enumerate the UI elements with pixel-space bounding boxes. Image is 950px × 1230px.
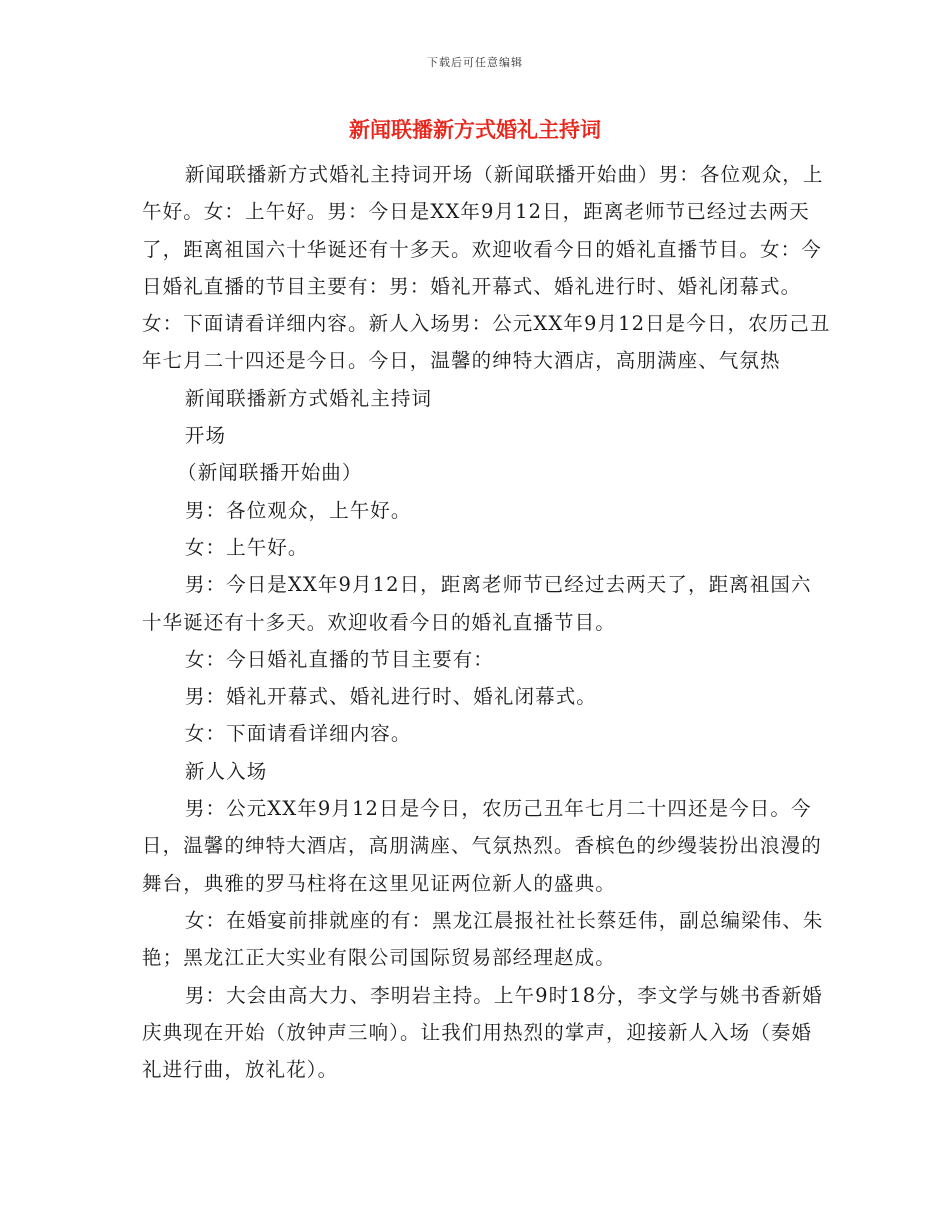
paragraph-music-cue: （新闻联播开始曲）	[177, 461, 363, 485]
paragraph-section-heading: 新人入场	[184, 759, 268, 783]
paragraph-dialogue: 男：婚礼开幕式、婚礼进行时、婚礼闭幕式。	[184, 685, 597, 709]
paragraph-dialogue: 男：今日是XX年9月12日，距离老师节已经过去两天了，距离祖国六十华诞还有十多天。欢迎收看今日的婚礼直播节目。	[142, 573, 812, 634]
paragraph-dialogue: 男：公元XX年9月12日是今日，农历己丑年七月二十四还是今日。今日，温馨的绅特大酒店，高朋满座、气氛热烈。香槟色的纱缦装扮出浪漫的舞台，典雅的罗马柱将在这里见证两位新人的盛典。	[142, 797, 822, 895]
paragraph-dialogue: 女：下面请看详细内容。	[184, 722, 412, 746]
paragraph-dialogue: 女：今日婚礼直播的节目主要有：	[184, 647, 494, 671]
paragraph-dialogue: 男：各位观众，上午好。	[184, 498, 412, 522]
paragraph-dialogue: 女：上午好。	[184, 535, 309, 559]
paragraph-summary: 新闻联播新方式婚礼主持词开场（新闻联播开始曲）男：各位观众，上午好。女：上午好。男：今日是XX年9月12日，距离老师节已经过去两天了，距离祖国六十华诞还有十多天。欢迎收看今日的婚礼直播节目。女：今日婚礼直播的节目主要有：男：婚礼开幕式、婚礼进行时、婚礼闭幕式。女：下面请看详细内容。新人入场男：公元XX年9月12日是今日，农历己丑年七月二十四还是今日。今日，温馨的绅特大酒店，高朋满座、气氛热	[142, 163, 831, 373]
header-note: 下载后可任意编辑	[427, 56, 523, 69]
paragraph-dialogue: 男：大会由高大力、李明岩主持。上午9时18分，李文学与姚书香新婚庆典现在开始（放钟声三响）。让我们用热烈的掌声，迎接新人入场（奏婚礼进行曲，放礼花）。	[142, 983, 823, 1082]
paragraph-dialogue: 女：在婚宴前排就座的有：黑龙江晨报社社长蔡廷伟，副总编梁伟、朱艳；黑龙江正大实业有限公司国际贸易部经理赵成。	[142, 908, 824, 970]
paragraph-opening: 开场	[184, 424, 227, 448]
document-title: 新闻联播新方式婚礼主持词	[349, 117, 601, 142]
document-body	[142, 156, 832, 1088]
paragraph-subtitle: 新闻联播新方式婚礼主持词	[184, 386, 433, 410]
